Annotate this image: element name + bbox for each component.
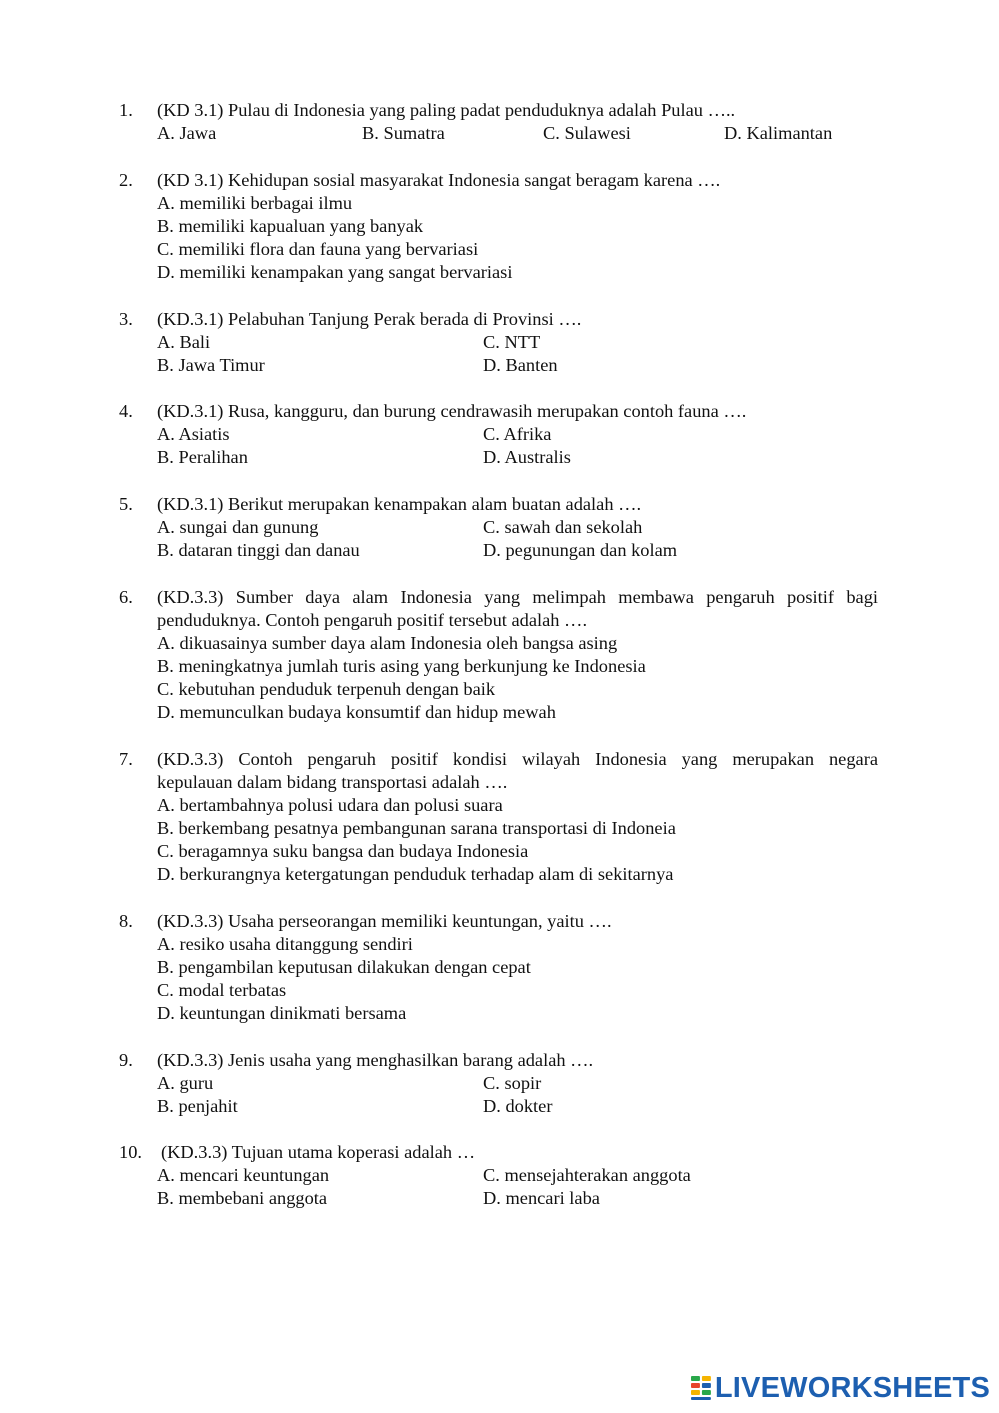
option-d: D. Banten xyxy=(483,355,558,375)
option-c: C. kebutuhan penduduk terpenuh dengan baik xyxy=(157,679,496,699)
option-d: D. keuntungan dinikmati bersama xyxy=(157,1003,407,1023)
option-d: D. dokter xyxy=(483,1096,553,1116)
option-c: C. mensejahterakan anggota xyxy=(483,1165,691,1185)
option-b: B. pengambilan keputusan dilakukan dengan cepat xyxy=(157,957,531,977)
option-c: C. NTT xyxy=(483,332,541,352)
question-number: 2. xyxy=(119,170,133,190)
option-b: B. memiliki kapualuan yang banyak xyxy=(157,216,424,236)
option-a: A. Jawa xyxy=(157,123,217,143)
question-text: (KD.3.1) Berikut merupakan kenampakan alam buatan adalah …. xyxy=(157,494,642,514)
option-c: C. sawah dan sekolah xyxy=(483,517,643,537)
question-text: (KD.3.3) Usaha perseorangan memiliki keuntungan, yaitu …. xyxy=(157,911,612,931)
option-a: A. sungai dan gunung xyxy=(157,517,319,537)
option-b: B. penjahit xyxy=(157,1096,238,1116)
question-number: 3. xyxy=(119,309,133,329)
option-d: D. mencari laba xyxy=(483,1188,600,1208)
question-text: (KD.3.3) Jenis usaha yang menghasilkan barang adalah …. xyxy=(157,1050,594,1070)
liveworksheets-logo-text: LIVEWORKSHEETS xyxy=(714,1372,990,1404)
question-text-line-2: kepulauan dalam bidang transportasi adalah …. xyxy=(157,772,508,792)
option-d: D. Kalimantan xyxy=(724,123,833,143)
question-number: 10. xyxy=(119,1142,142,1162)
option-b: B. Sumatra xyxy=(362,123,445,143)
option-d: D. pegunungan dan kolam xyxy=(483,540,678,560)
option-c: C. beragamnya suku bangsa dan budaya Indonesia xyxy=(157,841,529,861)
option-a: A. resiko usaha ditanggung sendiri xyxy=(157,934,413,954)
option-a: A. bertambahnya polusi udara dan polusi suara xyxy=(157,795,503,815)
question-number: 7. xyxy=(119,749,133,769)
question-number: 8. xyxy=(119,911,133,931)
option-a: A. dikuasainya sumber daya alam Indonesia oleh bangsa asing xyxy=(157,633,618,653)
question-text: (KD.3.1) Rusa, kangguru, dan burung cendrawasih merupakan contoh fauna …. xyxy=(157,401,747,421)
question-text-line-2: penduduknya. Contoh pengaruh positif tersebut adalah …. xyxy=(157,610,588,630)
question-number: 1. xyxy=(119,100,133,120)
liveworksheets-logo[interactable] xyxy=(690,1372,990,1404)
option-a: A. Bali xyxy=(157,332,211,352)
option-c: C. Afrika xyxy=(483,424,552,444)
option-d: D. memunculkan budaya konsumtif dan hidup mewah xyxy=(157,702,556,722)
option-c: C. modal terbatas xyxy=(157,980,287,1000)
option-a: A. memiliki berbagai ilmu xyxy=(157,193,353,213)
option-b: B. meningkatnya jumlah turis asing yang berkunjung ke Indonesia xyxy=(157,656,646,676)
option-d: D. Australis xyxy=(483,447,571,467)
option-b: B. membebani anggota xyxy=(157,1188,328,1208)
question-text: (KD.3.3) Tujuan utama koperasi adalah … xyxy=(161,1142,476,1162)
option-a: A. guru xyxy=(157,1073,214,1093)
option-d: D. memiliki kenampakan yang sangat bervariasi xyxy=(157,262,513,282)
question-text-line-1: (KD.3.3) Contoh pengaruh positif kondisi wilayah Indonesia yang merupakan negara xyxy=(157,749,878,769)
question-number: 4. xyxy=(119,401,133,421)
option-b: B. Jawa Timur xyxy=(157,355,265,375)
option-b: B. Peralihan xyxy=(157,447,248,467)
question-text-line-1: (KD.3.3) Sumber daya alam Indonesia yang melimpah membawa pengaruh positif bagi xyxy=(157,587,878,607)
question-text: (KD 3.1) Kehidupan sosial masyarakat Indonesia sangat beragam karena …. xyxy=(157,170,721,190)
question-text: (KD.3.1) Pelabuhan Tanjung Perak berada di Provinsi …. xyxy=(157,309,582,329)
option-b: B. berkembang pesatnya pembangunan sarana transportasi di Indoneia xyxy=(157,818,676,838)
question-text: (KD 3.1) Pulau di Indonesia yang paling padat penduduknya adalah Pulau ….. xyxy=(157,100,736,120)
option-c: C. memiliki flora dan fauna yang bervariasi xyxy=(157,239,479,259)
option-a: A. mencari keuntungan xyxy=(157,1165,330,1185)
question-number: 5. xyxy=(119,494,133,514)
liveworksheets-logo-icon xyxy=(690,1375,712,1401)
question-number: 6. xyxy=(119,587,133,607)
option-c: C. Sulawesi xyxy=(543,123,631,143)
option-b: B. dataran tinggi dan danau xyxy=(157,540,360,560)
option-c: C. sopir xyxy=(483,1073,542,1093)
question-number: 9. xyxy=(119,1050,133,1070)
option-a: A. Asiatis xyxy=(157,424,230,444)
option-d: D. berkurangnya ketergatungan penduduk terhadap alam di sekitarnya xyxy=(157,864,674,884)
